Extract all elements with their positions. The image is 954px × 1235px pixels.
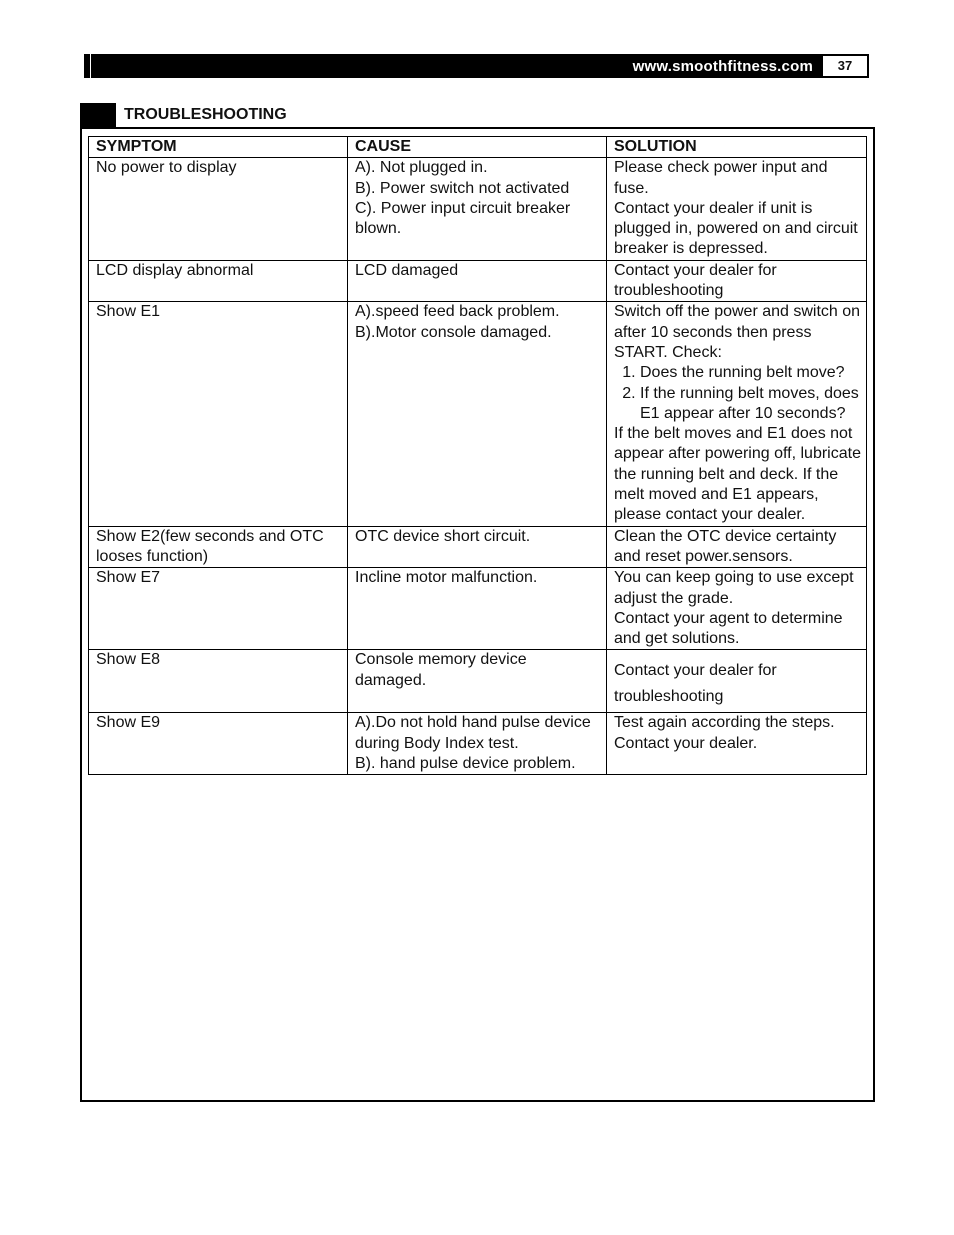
solution-line: Contact your dealer.	[614, 734, 758, 752]
cause-cell	[348, 158, 607, 260]
solution-cell	[607, 568, 867, 650]
table-row	[89, 526, 867, 568]
solution-line: Contact your dealer for troubleshooting	[614, 261, 777, 300]
column-header-cause: CAUSE	[348, 137, 607, 158]
solution-cell	[607, 650, 867, 713]
solution-line: Contact your dealer for troubleshooting	[614, 662, 777, 706]
solution-line: Contact your agent to determine and get solutions.	[614, 609, 843, 648]
solution-line: Clean the OTC device certainty and reset power.sensors.	[614, 527, 837, 565]
cause-cell	[348, 650, 607, 713]
cause-line: Incline motor malfunction.	[355, 569, 538, 587]
section-marker	[80, 103, 116, 128]
table-row	[89, 713, 867, 775]
column-header-solution: SOLUTION	[607, 137, 867, 158]
website-url: www.smoothfitness.com	[632, 58, 813, 75]
table-row	[89, 650, 867, 713]
column-header-symptom: SYMPTOM	[89, 137, 348, 158]
cause-cell	[348, 713, 607, 775]
symptom-cell: LCD display abnormal	[89, 260, 348, 302]
cause-line: B).Motor console damaged.	[355, 323, 552, 341]
cause-line: LCD damaged	[355, 261, 459, 279]
table-row	[89, 158, 867, 260]
troubleshooting-table	[88, 136, 867, 775]
cause-line: A).speed feed back problem.	[355, 303, 560, 321]
symptom-cell: Show E9	[89, 713, 348, 775]
symptom-cell: Show E1	[89, 302, 348, 526]
solution-line: You can keep going to use except adjust the grade.	[614, 569, 854, 607]
symptom-cell: Show E7	[89, 568, 348, 650]
symptom-cell: Show E8	[89, 650, 348, 713]
table-row	[89, 568, 867, 650]
header-stripe	[90, 54, 91, 78]
solution-intro: Switch off the power and switch on after 10 seconds then press START. Check:	[614, 303, 861, 361]
cause-line: Console memory device damaged.	[355, 651, 527, 689]
table-row	[89, 302, 867, 526]
section-title: TROUBLESHOOTING	[124, 106, 287, 123]
cause-line: A). Not plugged in.	[355, 159, 488, 177]
header-bar	[84, 54, 821, 78]
solution-cell	[607, 713, 867, 775]
cause-cell	[348, 260, 607, 302]
solution-cell	[607, 158, 867, 260]
solution-line: Contact your dealer if unit is plugged in, powered on and circuit breaker is depressed.	[614, 199, 858, 258]
table-row	[89, 260, 867, 302]
table-header-row	[89, 137, 867, 158]
cause-line: B). hand pulse device problem.	[355, 755, 576, 773]
solution-outro: If the belt moves and E1 does not appear after powering off, lubricate the running belt and deck. If the melt moved and E1 appears, please contact your dealer.	[614, 425, 861, 524]
symptom-cell: Show E2(few seconds and OTC looses function)	[89, 526, 348, 568]
cause-cell	[348, 526, 607, 568]
solution-cell	[607, 260, 867, 302]
solution-line: Please check power input and fuse.	[614, 159, 828, 197]
solution-line: Test again according the steps.	[614, 714, 835, 732]
cause-line: C). Power input circuit breaker blown.	[355, 199, 571, 238]
cause-line: A).Do not hold hand pulse device during Body Index test.	[355, 714, 591, 752]
cause-cell	[348, 302, 607, 526]
page-number: 37	[821, 54, 869, 78]
cause-cell	[348, 568, 607, 650]
solution-steps	[614, 363, 862, 424]
solution-cell	[607, 302, 867, 526]
solution-cell	[607, 526, 867, 568]
cause-line: OTC device short circuit.	[355, 527, 531, 545]
symptom-cell: No power to display	[89, 158, 348, 260]
solution-step: 2. If the running belt moves, does E1 appear after 10 seconds?	[640, 384, 862, 425]
solution-step: 1. Does the running belt move?	[640, 363, 862, 383]
cause-line: B). Power switch not activated	[355, 179, 570, 197]
